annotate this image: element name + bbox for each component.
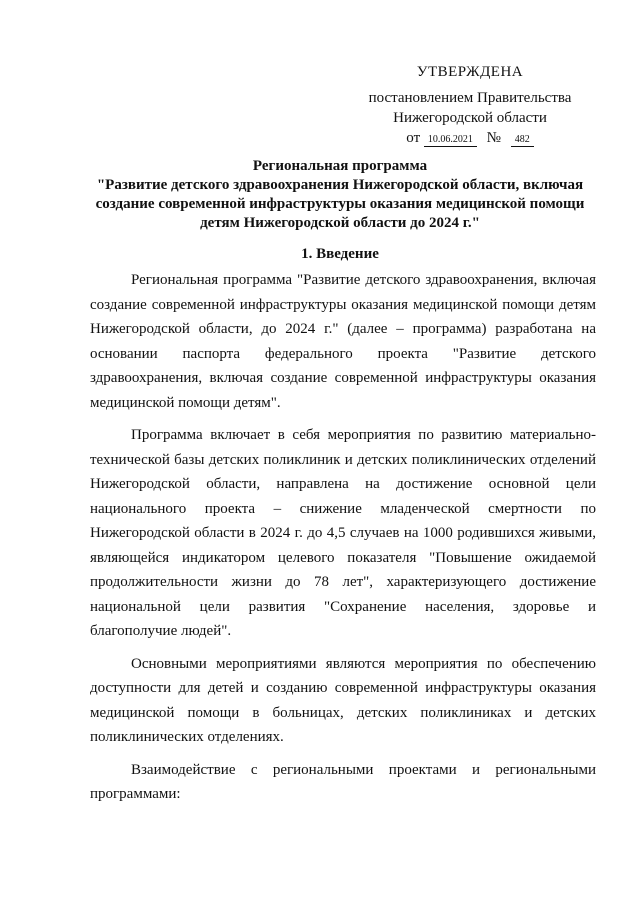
program-title [80, 157, 600, 233]
approval-number: 482 [511, 134, 534, 147]
paragraph-1: Региональная программа "Развитие детского здравоохранения, включая создание современной инфраструктуры оказания медицинской помощи детям Нижегородской области, до 2024 г." (далее – программа) разработана на основании паспорта федерального проекта "Развитие детского здравоохранения, включая создание современной инфраструктуры оказания медицинской помощи детям". [90, 272, 596, 411]
body-text [90, 268, 596, 815]
approval-date: 10.06.2021 [424, 134, 477, 147]
approved-label: УТВЕРЖДЕНА [416, 64, 524, 80]
title-line-1: Региональная программа [252, 158, 428, 174]
date-prefix: от [406, 130, 421, 146]
title-line-4: детям Нижегородской области до 2024 г." [200, 215, 480, 231]
paragraph-4: Взаимодействие с региональными проектами и региональными программами: [90, 761, 596, 802]
title-line-3: создание современной инфраструктуры оказания медицинской помощи [95, 196, 585, 212]
paragraph-2: Программа включает в себя мероприятия по развитию материально-технической базы детских поликлиник и детских поликлинических отделений Нижегородской области, направлена на достижение основной цели национального проекта – снижение младенческой смертности по Нижегородской области в 2024 г. до 4,5 случаев на 1000 родившихся живыми, являющейся индикатором целевого показателя "Повышение ожидаемой продолжительности жизни до 78 лет", характеризующего достижение национальной цели развития "Сохранение населения, здоровье и благополучие людей". [90, 427, 596, 639]
approval-date-line [340, 128, 600, 148]
approval-stamp [340, 62, 600, 148]
approval-line-1: постановлением Правительства [368, 90, 572, 106]
paragraph-3: Основными мероприятиями являются мероприятия по обеспечению доступности для детей и созданию современной инфраструктуры оказания медицинской помощи в больницах, детских поликлиниках и детских поликлинических отделениях. [90, 655, 596, 745]
approval-line-2: Нижегородской области [393, 110, 547, 126]
title-line-2: "Развитие детского здравоохранения Нижегородской области, включая [96, 177, 584, 193]
number-sign: № [486, 130, 501, 146]
section-heading: 1. Введение [301, 246, 379, 262]
